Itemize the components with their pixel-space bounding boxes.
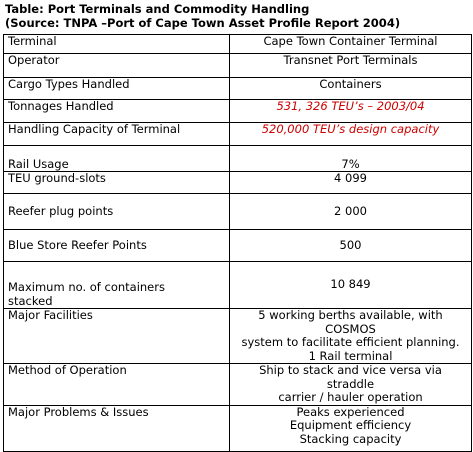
row-value: Containers xyxy=(230,78,472,100)
row-label: Handling Capacity of Terminal xyxy=(4,123,230,146)
port-terminals-table xyxy=(3,34,472,452)
row-value-line: carrier / hauler operation xyxy=(278,390,423,404)
row-label: Rail Usage xyxy=(4,146,230,172)
table-row xyxy=(4,146,472,172)
table-row xyxy=(4,309,472,364)
table-row xyxy=(4,230,472,262)
row-value-line: Stacking capacity xyxy=(299,431,402,446)
row-label: Major Problems & Issues xyxy=(4,405,230,451)
row-value-line: system to facilitate efficient planning. xyxy=(241,335,460,349)
row-label: Operator xyxy=(4,54,230,78)
row-value xyxy=(230,364,472,406)
row-label: Major Facilities xyxy=(4,309,230,364)
table-row xyxy=(4,78,472,100)
table-row xyxy=(4,54,472,78)
row-value: 10 849 xyxy=(230,262,472,309)
row-label-line: Maximum no. of containers xyxy=(8,280,165,294)
row-label-line: stacked xyxy=(8,293,53,308)
row-value: 2 000 xyxy=(230,194,472,230)
row-label: Reefer plug points xyxy=(4,194,230,230)
table-row xyxy=(4,100,472,123)
caption-source: (Source: TNPA –Port of Cape Town Asset Profile Report 2004) xyxy=(5,16,401,30)
row-value-line: 1 Rail terminal xyxy=(308,348,393,363)
row-label: Tonnages Handled xyxy=(4,100,230,123)
table-row xyxy=(4,172,472,194)
row-value xyxy=(230,405,472,451)
row-label: TEU ground-slots xyxy=(4,172,230,194)
row-value-highlight: 531, 326 TEU’s – 2003/04 xyxy=(230,100,472,123)
row-value: 7% xyxy=(230,146,472,172)
row-value-line: Ship to stack and vice versa via straddle xyxy=(259,363,442,391)
row-value xyxy=(230,309,472,364)
row-value: Transnet Port Terminals xyxy=(230,54,472,78)
row-value: Cape Town Container Terminal xyxy=(230,35,472,54)
row-value-highlight: 520,000 TEU’s design capacity xyxy=(230,123,472,146)
row-value-line: Peaks experienced xyxy=(296,404,405,419)
row-label: Cargo Types Handled xyxy=(4,78,230,100)
row-label xyxy=(4,262,230,309)
row-value-line: Equipment efficiency xyxy=(289,418,412,432)
table-row xyxy=(4,35,472,54)
row-label: Method of Operation xyxy=(4,364,230,406)
table-row xyxy=(4,364,472,406)
row-value-line: 5 working berths available, with COSMOS xyxy=(258,308,443,336)
row-value: 4 099 xyxy=(230,172,472,194)
table-row xyxy=(4,194,472,230)
table-row xyxy=(4,123,472,146)
caption-title: Table: Port Terminals and Commodity Handling xyxy=(5,2,310,16)
table-caption xyxy=(5,2,400,30)
row-value: 500 xyxy=(230,230,472,262)
row-label: Terminal xyxy=(4,35,230,54)
table-row xyxy=(4,262,472,309)
row-label: Blue Store Reefer Points xyxy=(4,230,230,262)
table-row xyxy=(4,405,472,451)
